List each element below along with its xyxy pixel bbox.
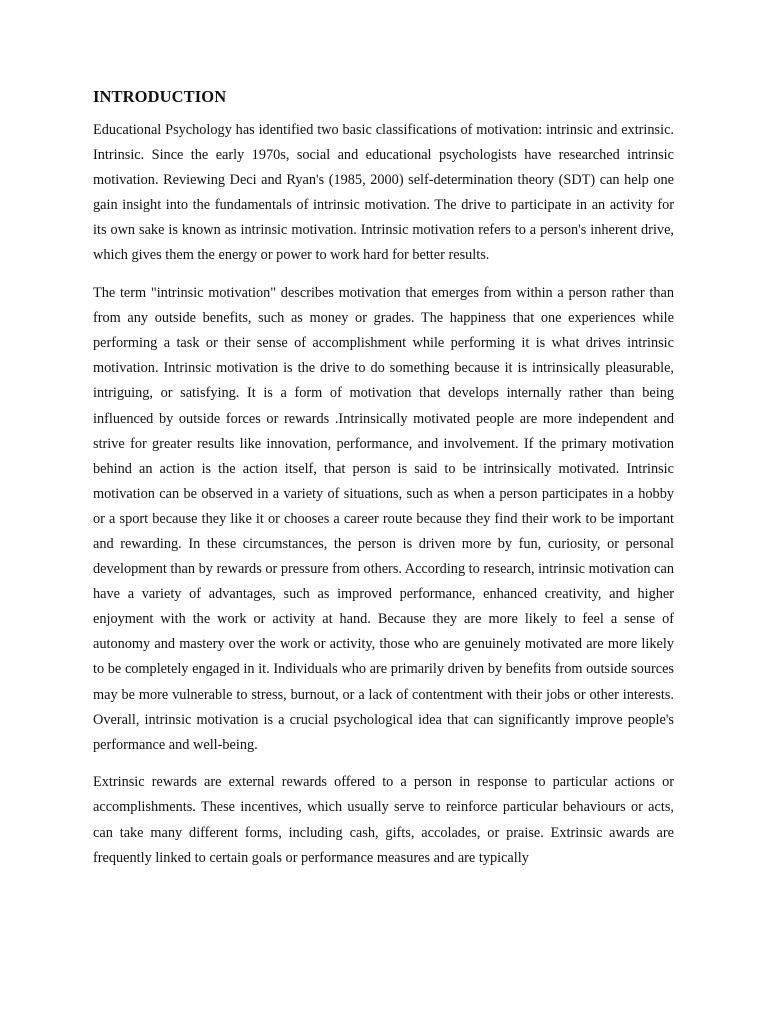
document-page	[93, 84, 674, 883]
paragraph-extrinsic-rewards: Extrinsic rewards are external rewards offered to a person in response to particular actions or accomplishments. These incentives, which usually serve to reinforce particular behaviours or acts, can take many different forms, including cash, gifts, accolades, or praise. Extrinsic awards are frequently linked to certain goals or performance measures and are typically	[93, 774, 674, 866]
paragraph-intrinsic-overview: Educational Psychology has identified two basic classifications of motivation: intrinsic and extrinsic. Intrinsic. Since the early 1970s, social and educational psychologists have researched intrinsic motivation. Reviewing Deci and Ryan's (1985, 2000) self-determination theory (SDT) can help one gain insight into the fundamentals of intrinsic motivation. The drive to participate in an activity for its own sake is known as intrinsic motivation. Intrinsic motivation refers to a person's inherent drive, which gives them the energy or power to work hard for better results.	[93, 122, 674, 264]
section-heading: INTRODUCTION	[93, 87, 227, 106]
paragraph-intrinsic-motivation: The term "intrinsic motivation" describes motivation that emerges from within a person rather than from any outside benefits, such as money or grades. The happiness that one experiences while performing a task or their sense of accomplishment while performing it is what drives intrinsic motivation. Intrinsic motivation is the drive to do something because it is intrinsically pleasurable, intriguing, or satisfying. It is a form of motivation that develops internally rather than being influenced by outside forces or rewards .Intrinsically motivated people are more independent and strive for greater results like innovation, performance, and involvement. If the primary motivation behind an action is the action itself, that person is said to be intrinsically motivated. Intrinsic motivation can be observed in a variety of situations, such as when a person participates in a hobby or a sport because they like it or chooses a career route because they find their work to be important and rewarding. In these circumstances, the person is driven more by fun, curiosity, or personal development than by rewards or pressure from others. According to research, intrinsic motivation can have a variety of advantages, such as improved performance, enhanced creativity, and higher enjoyment with the work or activity at hand. Because they are more likely to feel a sense of autonomy and mastery over the work or activity, those who are genuinely motivated are more likely to be completely engaged in it. Individuals who are primarily driven by benefits from outside sources may be more vulnerable to stress, burnout, or a lack of contentment with their jobs or other interests. Overall, intrinsic motivation is a crucial psychological idea that can significantly improve people's performance and well-being.	[93, 285, 674, 753]
